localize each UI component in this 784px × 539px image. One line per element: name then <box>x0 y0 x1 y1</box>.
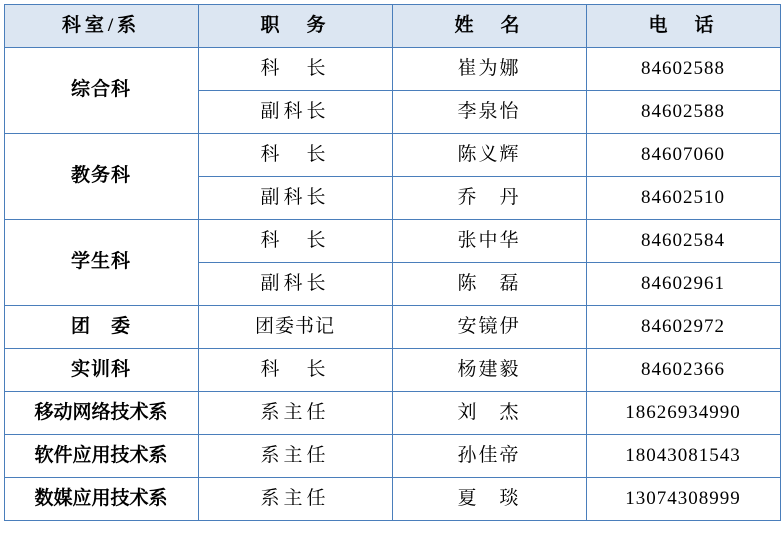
cell-name: 陈 磊 <box>392 263 586 306</box>
cell-position: 副科长 <box>198 263 392 306</box>
cell-phone: 84602961 <box>586 263 780 306</box>
table-row <box>4 435 780 478</box>
table-header-row <box>4 5 780 48</box>
cell-department: 实训科 <box>4 349 198 392</box>
cell-phone: 84602366 <box>586 349 780 392</box>
cell-position: 科 长 <box>198 48 392 91</box>
staff-directory-table <box>4 4 781 521</box>
cell-phone: 18626934990 <box>586 392 780 435</box>
cell-phone: 13074308999 <box>586 478 780 521</box>
cell-phone: 84602588 <box>586 91 780 134</box>
cell-position: 科 长 <box>198 220 392 263</box>
cell-position: 系主任 <box>198 392 392 435</box>
cell-department: 数媒应用技术系 <box>4 478 198 521</box>
cell-position: 副科长 <box>198 177 392 220</box>
cell-name: 崔为娜 <box>392 48 586 91</box>
cell-phone: 84607060 <box>586 134 780 177</box>
cell-name: 乔 丹 <box>392 177 586 220</box>
cell-position: 系主任 <box>198 435 392 478</box>
cell-position: 科 长 <box>198 349 392 392</box>
cell-phone: 84602588 <box>586 48 780 91</box>
table-row <box>4 134 780 177</box>
cell-position: 团委书记 <box>198 306 392 349</box>
cell-department: 移动网络技术系 <box>4 392 198 435</box>
cell-name: 孙佳帝 <box>392 435 586 478</box>
table-header <box>4 5 780 48</box>
cell-department: 学生科 <box>4 220 198 306</box>
cell-name: 李泉怡 <box>392 91 586 134</box>
cell-position: 副科长 <box>198 91 392 134</box>
cell-phone: 84602510 <box>586 177 780 220</box>
table-row <box>4 48 780 91</box>
cell-name: 陈义辉 <box>392 134 586 177</box>
cell-phone: 84602584 <box>586 220 780 263</box>
column-header-phone: 电 话 <box>586 5 780 48</box>
column-header-position: 职 务 <box>198 5 392 48</box>
table-row <box>4 220 780 263</box>
cell-name: 夏 琰 <box>392 478 586 521</box>
cell-position: 科 长 <box>198 134 392 177</box>
cell-position: 系主任 <box>198 478 392 521</box>
table-row <box>4 349 780 392</box>
cell-name: 刘 杰 <box>392 392 586 435</box>
table-row <box>4 306 780 349</box>
table-row <box>4 478 780 521</box>
cell-name: 张中华 <box>392 220 586 263</box>
cell-phone: 84602972 <box>586 306 780 349</box>
cell-name: 安镜伊 <box>392 306 586 349</box>
cell-department: 综合科 <box>4 48 198 134</box>
cell-department: 团 委 <box>4 306 198 349</box>
cell-department: 教务科 <box>4 134 198 220</box>
table-row <box>4 392 780 435</box>
cell-department: 软件应用技术系 <box>4 435 198 478</box>
table-body <box>4 48 780 521</box>
cell-phone: 18043081543 <box>586 435 780 478</box>
column-header-name: 姓 名 <box>392 5 586 48</box>
cell-name: 杨建毅 <box>392 349 586 392</box>
column-header-department: 科室/系 <box>4 5 198 48</box>
